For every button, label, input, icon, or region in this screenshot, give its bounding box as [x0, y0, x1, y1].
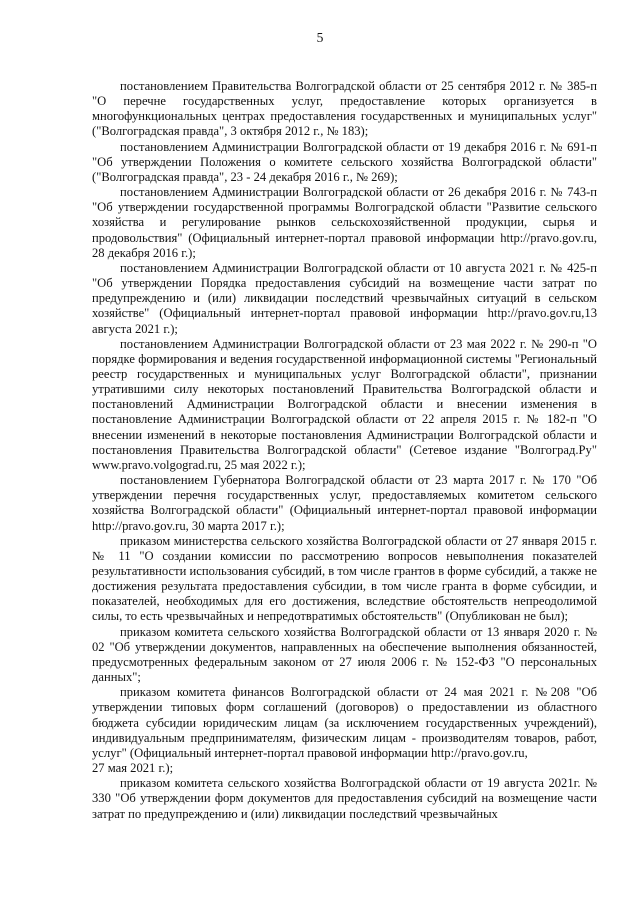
paragraph-3: постановлением Администрации Волгоградской области от 26 декабря 2016 г. № 743-п "Об утверждении государственной программы Волгоградской области "Развитие сельского хозяйства и регулирование рынков сельскохозяйственной продукции, сырья и продовольствия" (Официальный интернет-портал правовой информации http://pravo.gov.ru, 28 декабря 2016 г.); [92, 185, 597, 260]
paragraph-7: приказом министерства сельского хозяйства Волгоградской области от 27 января 2015 г. № 11 "О создании комиссии по рассмотрению вопросов невыполнения показателей результативности использования субсидий, в том числе грантов в форме субсидий, а также не достижения результата предоставления субсидии, в том числе гранта в форме субсидии, и показателей, необходимых для его достижения, вследствие обстоятельств непреодолимой силы, то есть чрезвычайных и непредотвратимых обстоятельств" (Опубликован не был); [92, 533, 597, 624]
paragraph-1: постановлением Правительства Волгоградской области от 25 сентября 2012 г. № 385-п "О перечне государственных услуг, предоставление которых организуется в многофункциональных центрах предоставления государственных и муниципальных услуг" ("Волгоградская правда", 3 октября 2012 г., № 183); [92, 79, 597, 139]
paragraph-2: постановлением Администрации Волгоградской области от 19 декабря 2016 г. № 691-п "Об утверждении Положения о комитете сельского хозяйства Волгоградской области" ("Волгоградская правда", 23 - 24 декабря 2016 г., № 269); [92, 139, 597, 184]
paragraph-5: постановлением Администрации Волгоградской области от 23 мая 2022 г. № 290-п "О порядке формирования и ведения государственной информационной системы "Региональный реестр государственных и муниципальных услуг Волгоградской области", признании утратившими силу некоторых постановлений Правительства Волгоградской области и постановлений Администрации Волгоградской области и внесении изменения в постановление Администрации Волгоградской области от 22 апреля 2015 г. № 182-п "О внесении изменений в некоторые постановления Администрации Волгоградской области и постановления Правительства Волгоградской области" (Сетевое издание "Волгоград.Ру" www.pravo.volgograd.ru, 25 мая 2022 г.); [92, 336, 597, 472]
paragraph-10: приказом комитета сельского хозяйства Волгоградской области от 19 августа 2021г. № 330 "Об утверждении форм документов для предоставления субсидий на возмещение части затрат по предупреждению и (или) ликвидации последствий чрезвычайных [92, 776, 597, 821]
document-body [92, 79, 597, 822]
paragraph-4: постановлением Администрации Волгоградской области от 10 августа 2021 г. № 425-п "Об утверждении Порядка предоставления субсидий на возмещение части затрат по предупреждению и (или) ликвидации последствий чрезвычайных ситуаций в сельском хозяйстве" (Официальный интернет-портал правовой информации http://pravo.gov.ru,13 августа 2021 г.); [92, 260, 597, 336]
page-number: 5 [316, 30, 324, 45]
paragraph-9-continuation: 27 мая 2021 г.); [92, 761, 174, 776]
paragraph-8: приказом комитета сельского хозяйства Волгоградской области от 13 января 2020 г. № 02 "Об утверждении документов, направленных на обеспечение выполнения обязанностей, предусмотренных федеральным законом от 27 июля 2006 г. № 152-ФЗ "О персональных данных"; [92, 624, 597, 685]
paragraph-6: постановлением Губернатора Волгоградской области от 23 марта 2017 г. № 170 "Об утверждении перечня государственных услуг, предоставляемых комитетом сельского хозяйства Волгоградской области" (Официальный интернет-портал правовой информации http://pravo.gov.ru, 30 марта 2017 г.); [92, 473, 597, 533]
paragraph-9: приказом комитета финансов Волгоградской области от 24 мая 2021 г. №208 "Об утверждении типовых форм соглашений (договоров) о предоставлении из областного бюджета субсидии юридическим лицам (за исключением государственных учреждений), индивидуальным предпринимателям, физическим лицам - производителям товаров, работ, услуг" (Официальный интернет-портал правовой информации http://pravo.gov.ru, [92, 685, 597, 760]
